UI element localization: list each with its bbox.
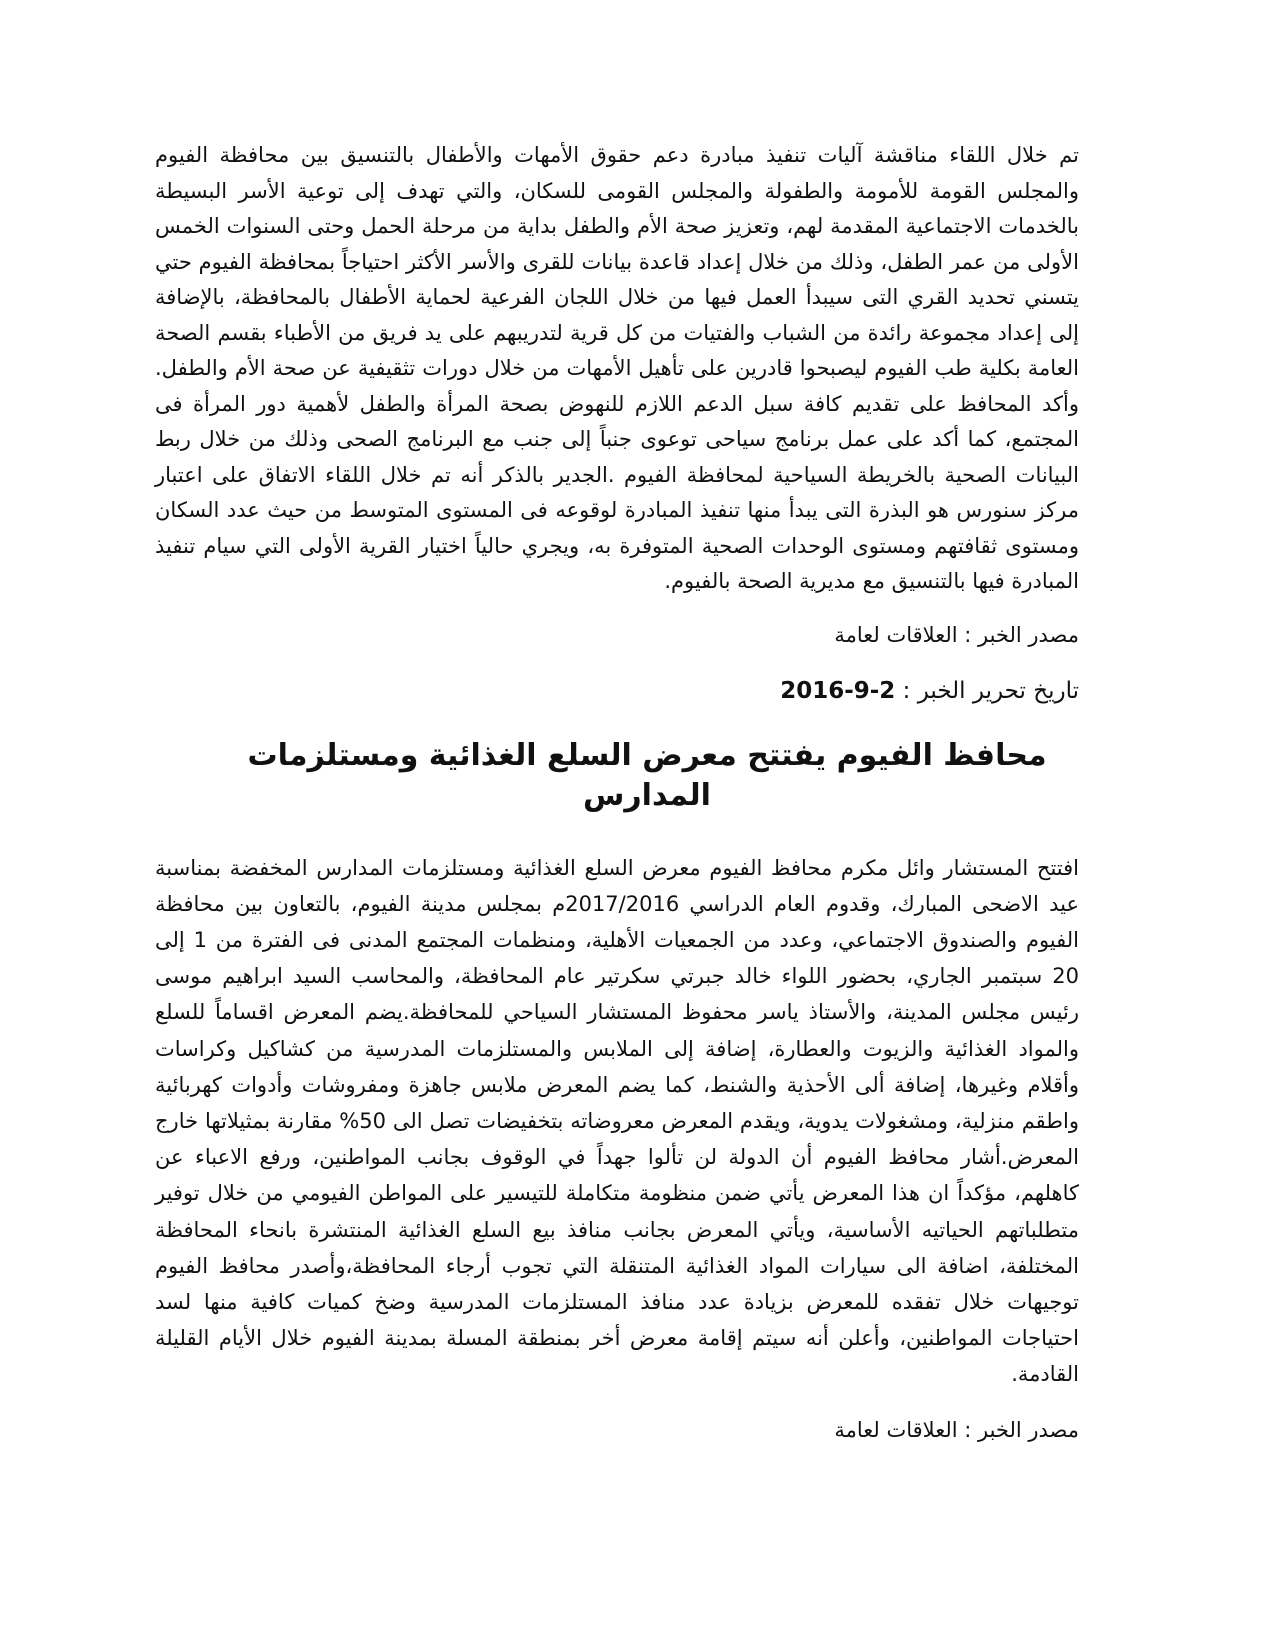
edit-date <box>155 676 1079 706</box>
edit-date-value: 2016-9-2 <box>780 677 896 704</box>
edit-date-label: تاريخ تحرير الخبر : <box>895 677 1079 704</box>
article-body: افتتح المستشار وائل مكرم محافظ الفيوم معرض السلع الغذائية ومستلزمات المدارس المخفضة بمناسبة عيد الاضحى المبارك، وقدوم العام الدراسي 2017/2016م بمجلس مدينة الفيوم، بالتعاون بين محافظة الفيوم والصندوق الاجتماعي، وعدد من الجمعيات الأهلية، ومنظمات المجتمع المدنى فى الفترة من 1 إلى 20 سبتمبر الجاري، بحضور اللواء خالد جبرتي سكرتير عام المحافظة، والمحاسب السيد ابراهيم موسى رئيس مجلس المدينة، والأستاذ ياسر محفوظ المستشار السياحي للمحافظة.يضم المعرض اقساماً للسلع والمواد الغذائية والزيوت والعطارة، إضافة إلى الملابس والمستلزمات المدرسية من كشاكيل وكراسات وأقلام وغيرها، إضافة ألى الأحذية والشنط، كما يضم المعرض ملابس جاهزة ومفروشات وأدوات كهربائية واطقم منزلية، ومشغولات يدوية، ويقدم المعرض معروضاته بتخفيضات تصل الى 50% مقارنة بمثيلاتها خارج المعرض.أشار محافظ الفيوم أن الدولة لن تألوا جهداً في الوقوف بجانب المواطنين، ورفع الاعباء عن كاهلهم، مؤكداً ان هذا المعرض يأتي ضمن منظومة متكاملة للتيسير على المواطن الفيومي من خلال توفير متطلباتهم الحياتيه الأساسية، ويأتي المعرض بجانب منافذ بيع السلع الغذائية المنتشرة بانحاء المحافظة المختلفة، اضافة الى سيارات المواد الغذائية المتنقلة التي تجوب أرجاء المحافظة،وأصدر محافظ الفيوم توجيهات خلال تفقده للمعرض بزيادة عدد منافذ المستلزمات المدرسية وضخ كميات كافية منها لسد احتياجات المواطنين، وأعلن أنه سيتم إقامة معرض أخر بمنطقة المسلة بمدينة الفيوم خلال الأيام القليلة القادمة. <box>155 855 1079 1387</box>
article-initiative <box>155 138 1079 706</box>
article-exhibition <box>155 736 1079 1445</box>
article-headline: محافظ الفيوم يفتتح معرض السلع الغذائية ومستلزمات المدارس <box>247 737 1047 813</box>
news-source: مصدر الخبر : العلاقات لعامة <box>834 1417 1079 1442</box>
article-body: تم خلال اللقاء مناقشة آليات تنفيذ مبادرة دعم حقوق الأمهات والأطفال بالتنسيق بين محافظة الفيوم والمجلس القومة للأمومة والطفولة والمجلس القومى للسكان، والتي تهدف إلى توعية الأسر البسيطة بالخدمات الاجتماعية المقدمة لهم، وتعزيز صحة الأم والطفل بداية من مرحلة الحمل وحتى السنوات الخمس الأولى من عمر الطفل، وذلك من خلال إعداد قاعدة بيانات للقرى والأسر الأكثر احتياجاً بمحافظة الفيوم حتي يتسني تحديد القري التى سيبدأ العمل فيها من خلال اللجان الفرعية لحماية الأطفال بالمحافظة، بالإضافة إلى إعداد مجموعة رائدة من الشباب والفتيات من كل قرية لتدريبهم على يد فريق من الأطباء بقسم الصحة العامة بكلية طب الفيوم ليصبحوا قادرين على تأهيل الأمهات من خلال دورات تثقيفية عن صحة الأم والطفل. وأكد المحافظ على تقديم كافة سبل الدعم اللازم للنهوض بصحة المرأة والطفل لأهمية دور المرأة فى المجتمع، كما أكد على عمل برنامج سياحى توعوى جنباً إلى جنب مع البرنامج الصحى وذلك من خلال ربط البيانات الصحية بالخريطة السياحية لمحافظة الفيوم .الجدير بالذكر أنه تم خلال اللقاء الاتفاق على اعتبار مركز سنورس هو البذرة التى يبدأ منها تنفيذ المبادرة لوقوعه فى المستوى المتوسط من حيث عدد السكان ومستوى ثقافتهم ومستوى الوحدات الصحية المتوفرة به، ويجري حالياً اختيار القرية الأولى التي سيام تنفيذ المبادرة فيها بالتنسيق مع مديرية الصحة بالفيوم. <box>155 143 1079 593</box>
news-source: مصدر الخبر : العلاقات لعامة <box>834 622 1079 647</box>
